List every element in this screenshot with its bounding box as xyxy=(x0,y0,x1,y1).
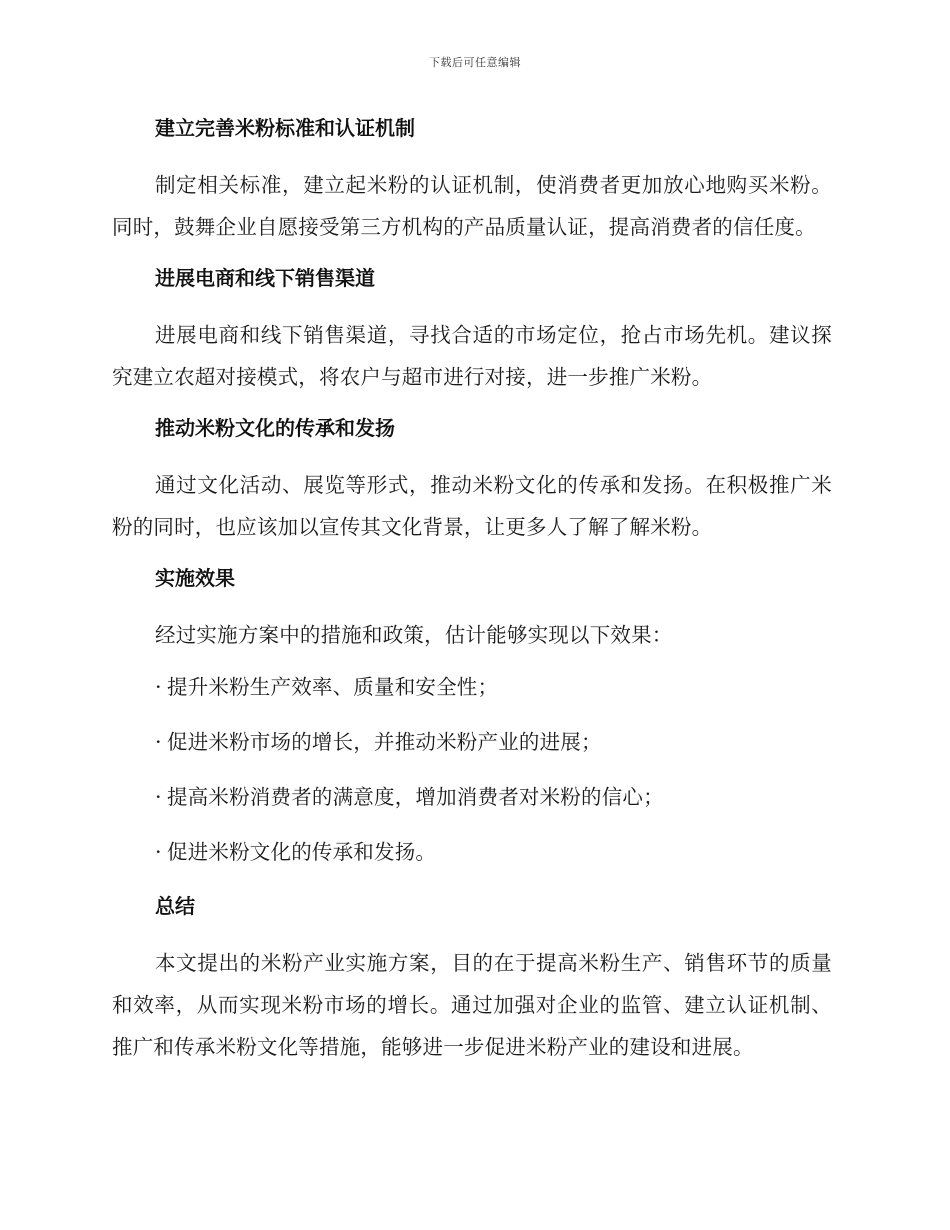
paragraph-culture: 通过文化活动、展览等形式，推动米粉文化的传承和发扬。在积极推广米粉的同时，也应该加以宣传其文化背景，让更多人了解了解米粉。 xyxy=(112,473,832,539)
bullet-item xyxy=(112,831,832,873)
section-heading-culture: 推动米粉文化的传承和发扬 xyxy=(155,416,395,440)
section-heading-summary: 总结 xyxy=(155,894,195,918)
section-heading-effects: 实施效果 xyxy=(155,566,235,590)
bullet-item xyxy=(112,776,832,818)
paragraph-effects: 经过实施方案中的措施和政策，估计能够实现以下效果： xyxy=(155,623,673,647)
bullet-text: 促进米粉文化的传承和发扬。 xyxy=(167,840,437,864)
section-heading-certification: 建立完善米粉标准和认证机制 xyxy=(155,116,415,140)
paragraph-certification: 制定相关标准，建立起米粉的认证机制，使消费者更加放心地购买米粉。同时，鼓舞企业自愿接受第三方机构的产品质量认证，提高消费者的信任度。 xyxy=(112,173,832,239)
page-header: 下载后可任意编辑 xyxy=(429,56,521,69)
bullet-item xyxy=(112,666,832,708)
document-body xyxy=(112,108,832,1078)
bullet-item xyxy=(112,721,832,763)
bullet-text: 提升米粉生产效率、质量和安全性； xyxy=(167,675,499,699)
section-heading-sales-channels: 进展电商和线下销售渠道 xyxy=(155,266,375,290)
bullet-text: 提高米粉消费者的满意度，增加消费者对米粉的信心； xyxy=(167,785,664,809)
bullet-marker: · xyxy=(155,730,162,754)
bullet-text: 促进米粉市场的增长，并推动米粉产业的进展； xyxy=(167,730,602,754)
bullet-marker: · xyxy=(155,840,162,864)
paragraph-sales-channels: 进展电商和线下销售渠道，寻找合适的市场定位，抢占市场先机。建议探究建立农超对接模式，将农户与超市进行对接，进一步推广米粉。 xyxy=(112,323,832,389)
paragraph-summary: 本文提出的米粉产业实施方案，目的在于提高米粉生产、销售环节的质量和效率，从而实现米粉市场的增长。通过加强对企业的监管、建立认证机制、推广和传承米粉文化等措施，能够进一步促进米粉产业的建设和进展。 xyxy=(112,951,832,1059)
bullet-marker: · xyxy=(155,675,162,699)
bullet-marker: · xyxy=(155,785,162,809)
